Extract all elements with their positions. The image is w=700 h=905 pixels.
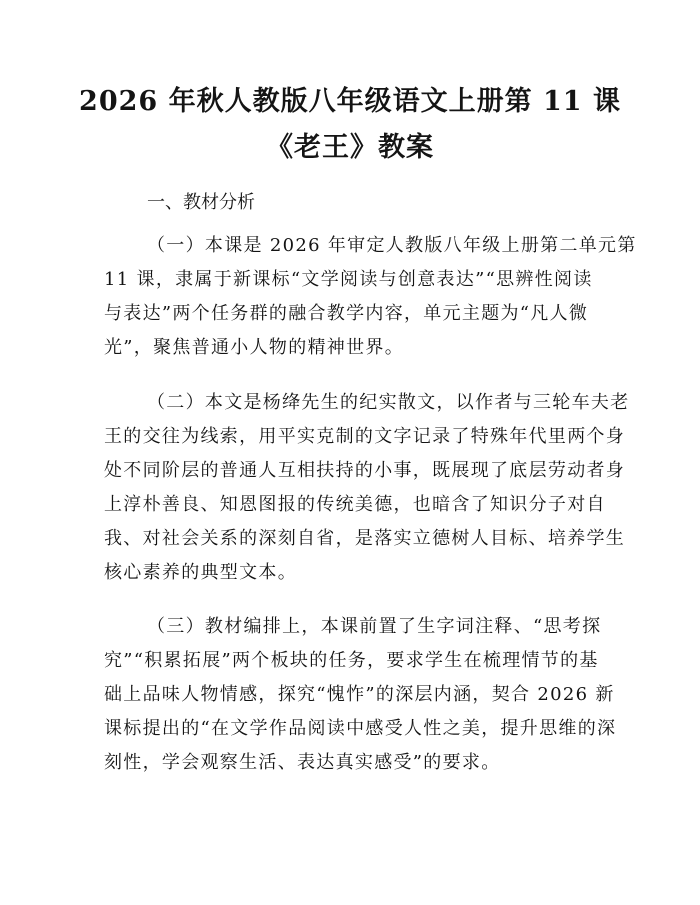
paragraph-line: 光”，聚焦普通小人物的精神世界。	[104, 337, 405, 358]
paragraph-2	[104, 386, 630, 590]
paragraph-line: 上淳朴善良、知恩图报的传统美德，也暗含了知识分子对自	[104, 494, 606, 515]
paragraph-line: （三）教材编排上，本课前置了生字词注释、“思考探	[147, 616, 602, 637]
document-title-line-1: 2026 年秋人教版八年级语文上册第 11 课	[79, 86, 621, 117]
section-heading: 一、教材分析	[147, 192, 255, 213]
paragraph-line: （二）本文是杨绛先生的纪实散文，以作者与三轮车夫老	[147, 392, 630, 413]
paragraph-line: 11 课，隶属于新课标“文学阅读与创意表达”“思辨性阅读	[104, 269, 593, 290]
paragraph-line: 课标提出的“在文学作品阅读中感受人性之美，提升思维的深	[104, 718, 617, 739]
paragraph-1	[104, 229, 637, 365]
paragraph-3	[104, 610, 617, 780]
paragraph-line: 刻性，学会观察生活、表达真实感受”的要求。	[104, 752, 501, 773]
paragraph-line: 与表达”两个任务群的融合教学内容，单元主题为“凡人微	[104, 303, 589, 324]
paragraph-line: 我、对社会关系的深刻自省，是落实立德树人目标、培养学生	[104, 528, 626, 549]
paragraph-line: 处不同阶层的普通人互相扶持的小事，既展现了底层劳动者身	[104, 460, 626, 481]
paragraph-line: 王的交往为线索，用平实克制的文字记录了特殊年代里两个身	[104, 426, 626, 447]
paragraph-line: 础上品味人物情感，探究“愧怍”的深层内涵，契合 2026 新	[104, 684, 615, 705]
paragraph-line: （一）本课是 2026 年审定人教版八年级上册第二单元第	[147, 235, 637, 256]
paragraph-line: 究”“积累拓展”两个板块的任务，要求学生在梳理情节的基	[104, 650, 599, 671]
paragraph-line: 核心素养的典型文本。	[104, 562, 297, 583]
document-title-line-2: 《老王》教案	[266, 132, 434, 163]
